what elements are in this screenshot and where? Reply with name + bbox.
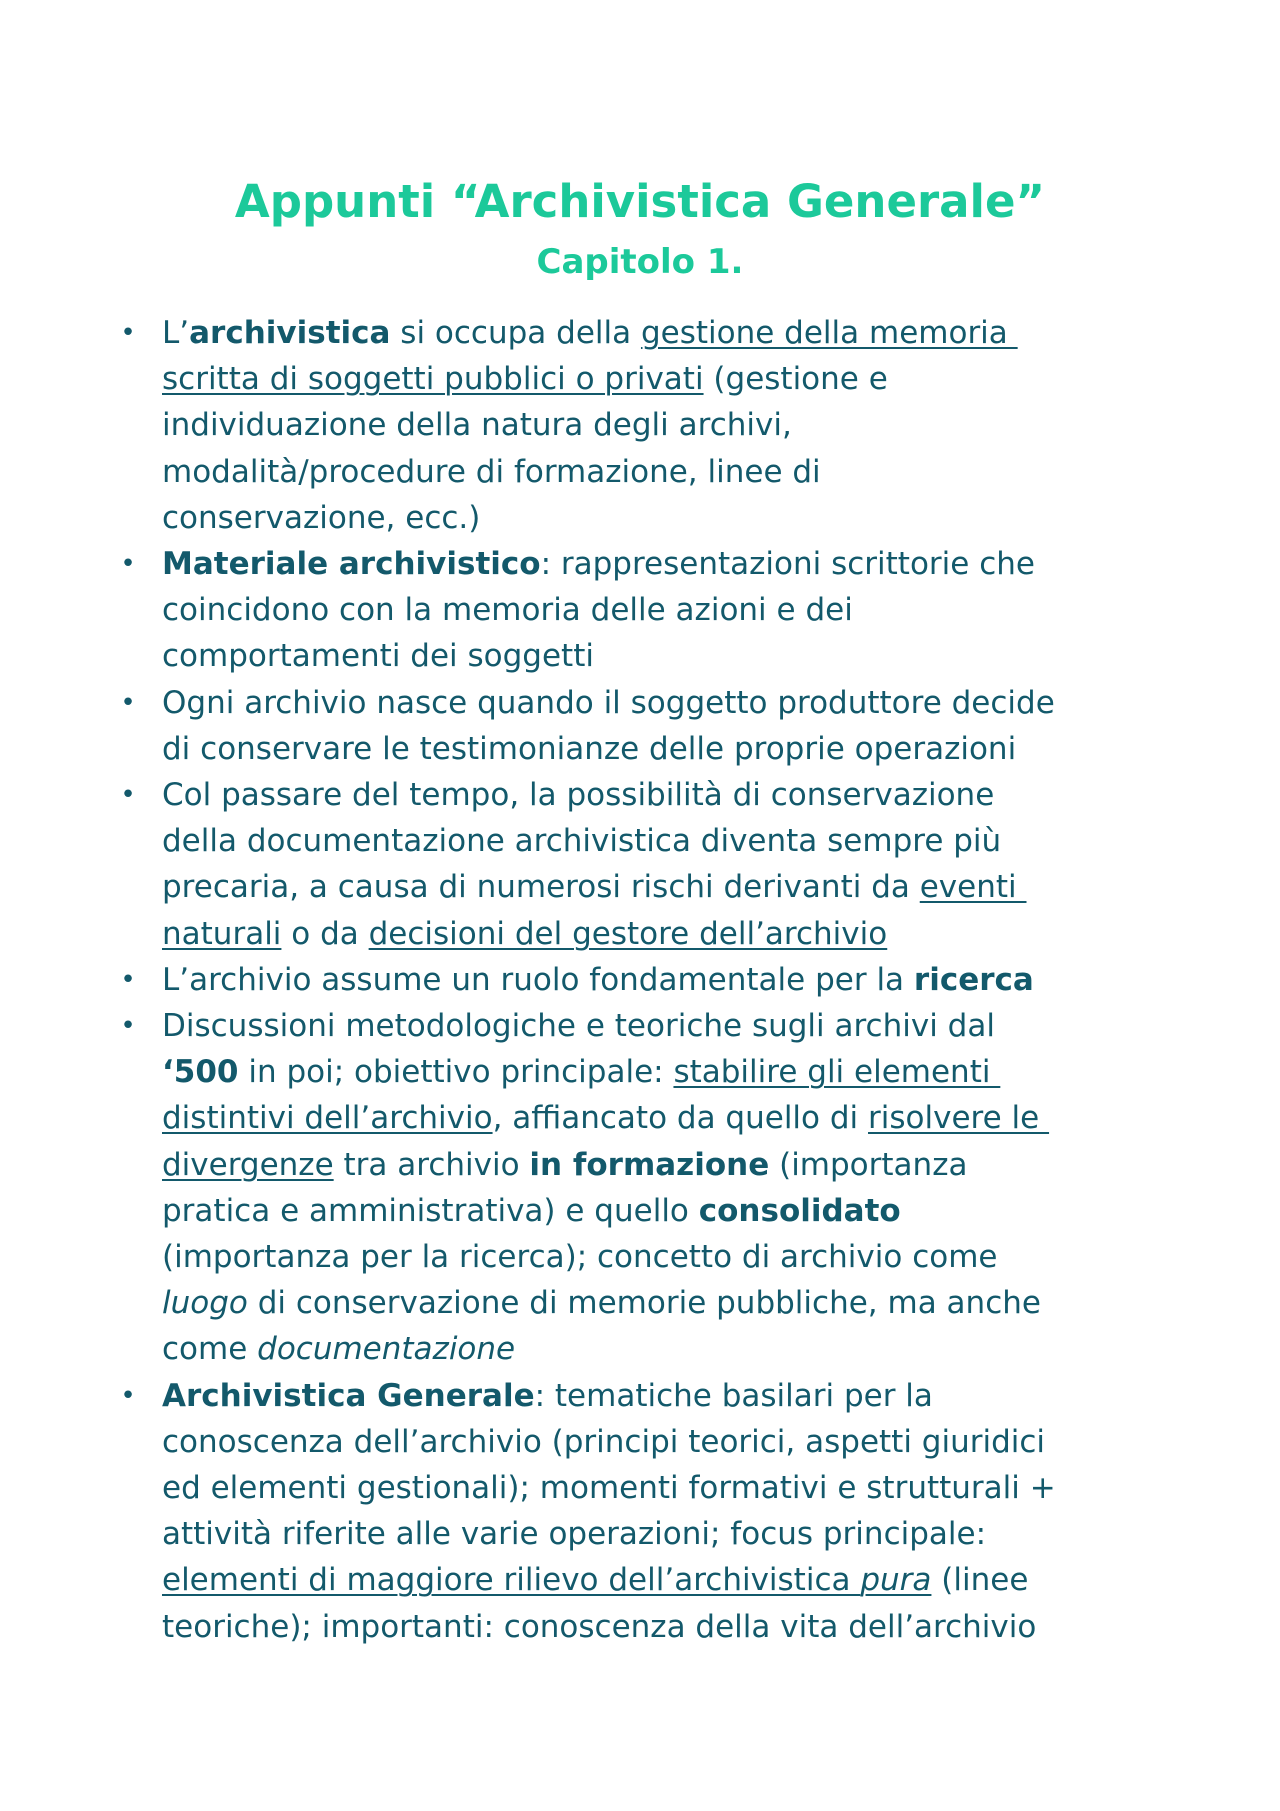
underlined-phrase: gestione della memoria [640, 315, 1018, 351]
underlined-phrase: eventi [919, 869, 1027, 906]
text-line [162, 957, 1172, 1003]
bullet-icon: • [120, 549, 136, 580]
underlined-phrase: scritta di soggetti pubblici o privati [162, 361, 704, 398]
text-run: L’archivio assume un ruolo fondamentale per la [162, 961, 914, 998]
text-line [162, 1511, 1172, 1557]
underlined-phrase: naturali [162, 915, 282, 952]
list-item [0, 1373, 1172, 1650]
text-line [162, 680, 1172, 726]
list-item [0, 1003, 1172, 1373]
text-run: in poi; obiettivo principale: [238, 1054, 674, 1091]
bold-term: ricerca [913, 961, 1034, 998]
text-run: L’ [162, 315, 190, 351]
chapter-subtitle: Capitolo 1. [536, 242, 744, 282]
text-line [162, 587, 1172, 633]
italic-term: luogo [162, 1285, 248, 1322]
text-run: si occupa della [390, 315, 641, 351]
text-line [162, 1465, 1172, 1511]
text-line [162, 356, 1172, 402]
text-line [162, 911, 1172, 957]
text-run: della documentazione archivistica diventa sempre più [162, 823, 1002, 860]
text-run: Discussioni metodologiche e teoriche sugli archivi dal [162, 1008, 995, 1045]
underlined-phrase: decisioni del gestore dell’archivio [368, 915, 888, 952]
text-line [162, 310, 1172, 356]
text-line [162, 1095, 1172, 1141]
text-run: : tematiche basilari per la [534, 1377, 933, 1414]
text-run: coincidono con la memoria delle azioni e dei [162, 592, 853, 629]
text-line [162, 541, 1172, 587]
underlined-phrase: divergenze [162, 1146, 334, 1183]
list-item [0, 957, 1172, 1003]
text-line [162, 1142, 1172, 1188]
text-run: comportamenti dei soggetti [162, 638, 594, 675]
text-run: teoriche); importanti: conoscenza della vita dell’archivio [162, 1608, 1037, 1645]
text-run: di conservazione di memorie pubbliche, ma anche [247, 1285, 1041, 1322]
text-run: (gestione e [703, 361, 888, 398]
text-run: o da [281, 915, 369, 952]
bold-term: in formazione [529, 1146, 770, 1183]
bold-term: ‘500 [162, 1054, 239, 1091]
list-item [0, 310, 1172, 541]
text-run: conservazione, ecc.) [162, 499, 481, 536]
text-line [162, 1557, 1172, 1603]
text-run: : rappresentazioni scrittorie che [540, 546, 1035, 583]
text-run: (importanza [769, 1146, 968, 1183]
text-run: ed elementi gestionali); momenti formativi e strutturali + [162, 1470, 1056, 1507]
bullet-icon: • [120, 1380, 136, 1411]
text-run: come [162, 1331, 258, 1368]
text-run: precaria, a causa di numerosi rischi derivanti da [162, 869, 920, 906]
page-title: Appunti “Archivistica Generale” [234, 175, 1046, 228]
text-line [162, 449, 1172, 495]
underlined-phrase: risolvere le [868, 1100, 1050, 1137]
text-run: individuazione della natura degli archivi, [162, 407, 792, 444]
text-run: (linee [931, 1562, 1029, 1599]
text-run: tra archivio [333, 1146, 530, 1183]
text-run: (importanza per la ricerca); concetto di archivio come [162, 1239, 998, 1276]
text-line [162, 495, 1172, 541]
text-line [162, 772, 1172, 818]
text-line [162, 1188, 1172, 1234]
text-run: pratica e amministrativa) e quello [162, 1192, 699, 1229]
text-line [162, 1234, 1172, 1280]
underlined-phrase: pura [860, 1562, 932, 1599]
bold-term: consolidato [698, 1192, 901, 1229]
notes-bullet-list [0, 310, 1280, 1650]
list-item [0, 772, 1172, 957]
text-line [162, 726, 1172, 772]
bullet-icon: • [120, 318, 136, 348]
text-run: conoscenza dell’archivio (principi teorici, aspetti giuridici [162, 1423, 1046, 1460]
text-line [162, 818, 1172, 864]
bold-term: archivistica [189, 315, 391, 351]
bullet-icon: • [120, 780, 136, 811]
text-line [162, 1280, 1172, 1326]
bullet-icon: • [120, 1011, 136, 1042]
italic-term: documentazione [257, 1331, 516, 1368]
text-run: modalità/procedure di formazione, linee di [162, 453, 821, 490]
text-run: , affiancato da quello di [492, 1100, 869, 1137]
underlined-phrase: distintivi dell’archivio [162, 1100, 493, 1137]
text-line [162, 1419, 1172, 1465]
bullet-icon: • [120, 964, 136, 995]
text-line [162, 633, 1172, 679]
text-line [162, 1604, 1172, 1650]
underlined-phrase: elementi di maggiore rilievo dell’archivistica [162, 1562, 861, 1599]
list-item [0, 680, 1172, 772]
bold-term: Archivistica Generale [162, 1377, 535, 1414]
text-run: Ogni archivio nasce quando il soggetto produttore decide [162, 684, 1055, 721]
text-run: attività riferite alle varie operazioni; focus principale: [162, 1516, 987, 1553]
text-line [162, 1326, 1172, 1372]
text-line [162, 1373, 1172, 1419]
text-run: di conservare le testimonianze delle proprie operazioni [162, 730, 1017, 767]
text-line [162, 864, 1172, 910]
underlined-phrase: stabilire gli elementi [673, 1054, 1001, 1091]
text-line [162, 1049, 1172, 1095]
text-line [162, 402, 1172, 448]
bold-term: Materiale archivistico [162, 546, 541, 583]
bullet-icon: • [120, 687, 136, 718]
list-item [0, 541, 1172, 680]
text-run: Col passare del tempo, la possibilità di conservazione [162, 777, 995, 814]
text-line [162, 1003, 1172, 1049]
